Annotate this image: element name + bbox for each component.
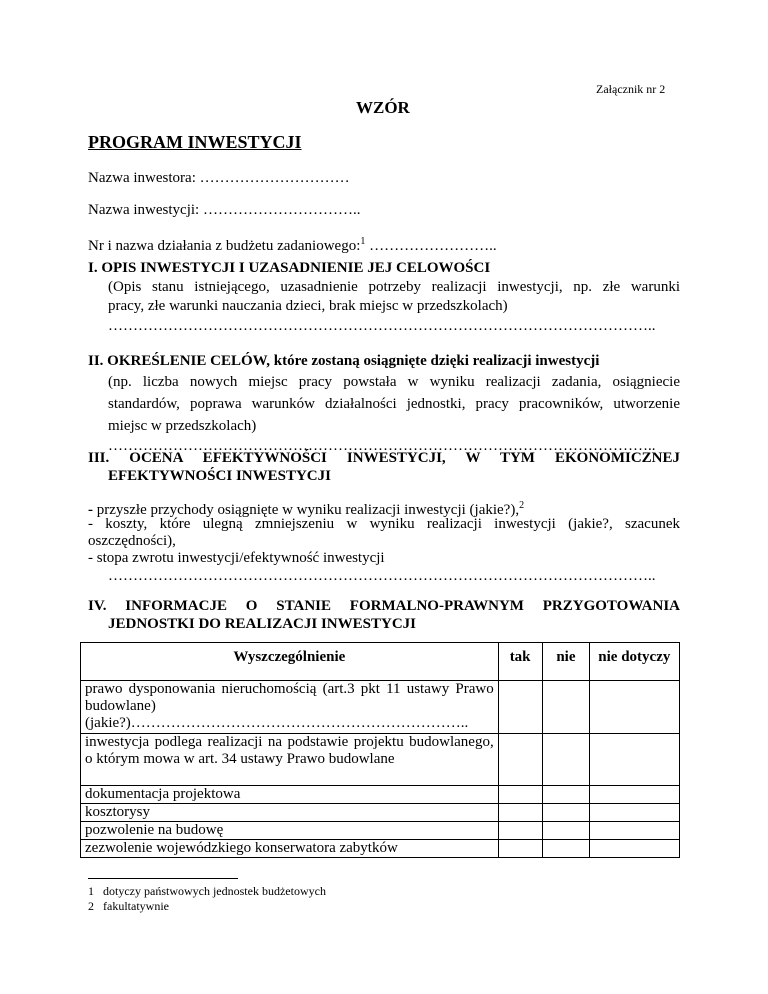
table-row <box>81 840 680 858</box>
section-1-body-line-2: pracy, złe warunki nauczania dzieci, brak miejsc w przedszkolach) <box>108 298 508 314</box>
section-4-heading-line-2: JEDNOSTKI DO REALIZACJI INWESTYCJI <box>108 616 416 632</box>
table-header-row <box>81 643 680 681</box>
cell-no[interactable] <box>542 840 590 858</box>
template-label: WZÓR <box>356 98 410 117</box>
footnote-2 <box>88 899 169 913</box>
field-budget-action-label: Nr i nazwa działania z budżetu zadaniowego: <box>88 238 361 254</box>
section-1-dots: ……………………………………………………………………………………………….. <box>108 318 656 334</box>
cell-no[interactable] <box>542 786 590 804</box>
row-item-text: pozwolenie na budowę <box>81 822 499 840</box>
table-row <box>81 822 680 840</box>
section-3-bullet-2-line-2: oszczędności), <box>88 533 176 549</box>
cell-no[interactable] <box>542 822 590 840</box>
annex-label: Załącznik nr 2 <box>596 82 666 96</box>
cell-not-applicable[interactable] <box>590 804 680 822</box>
section-4-heading-line-1: IV. INFORMACJE O STANIE FORMALNO-PRAWNYM PRZYGOTOWANIA <box>88 598 680 614</box>
row-item-text: zezwolenie wojewódzkiego konserwatora zabytków <box>81 840 499 858</box>
section-3-bullet-2-line-1: - koszty, które ulegną zmniejszeniu w wyniku realizacji inwestycji (jakie?, szacunek <box>88 516 680 532</box>
footnote-ref-2: 2 <box>519 500 525 511</box>
row-item-text: prawo dysponowania nieruchomością (art.3 pkt 11 ustawy Prawo budowlane) (jakie?)………………………………………………………….. <box>81 681 499 734</box>
section-2-body-line-2: standardów, poprawa warunków działalności jednostki, pracy pracowników, utworzenie <box>108 396 680 412</box>
section-2-body-line-1: (np. liczba nowych miejsc pracy powstała w wyniku realizacji zadania, osiągniecie <box>108 374 680 390</box>
section-3-heading-line-1: III. OCENA EFEKTYWNOŚCI INWESTYCJI, W TYM EKONOMICZNEJ <box>88 450 680 466</box>
cell-yes[interactable] <box>498 681 542 734</box>
cell-not-applicable[interactable] <box>590 734 680 786</box>
table-row <box>81 734 680 786</box>
col-header-yes: tak <box>498 643 542 681</box>
footnote-1-text: dotyczy państwowych jednostek budżetowych <box>103 884 326 898</box>
formal-legal-table <box>80 642 680 858</box>
footnote-ref-1: 1 <box>360 236 366 247</box>
section-2-body-line-3: miejsc w przedszkolach) <box>108 418 257 434</box>
field-budget-action <box>88 232 497 256</box>
col-header-no: nie <box>542 643 590 681</box>
footnote-1 <box>88 884 326 898</box>
cell-yes[interactable] <box>498 804 542 822</box>
cell-no[interactable] <box>542 804 590 822</box>
section-2-dots: ……………………………………………………………………………………………….. <box>108 438 656 454</box>
field-investor-label: Nazwa inwestora: <box>88 170 196 186</box>
table-row <box>81 681 680 734</box>
col-header-not-applicable: nie dotyczy <box>590 643 680 681</box>
footnote-2-number: 2 <box>88 899 94 913</box>
table-row <box>81 804 680 822</box>
cell-not-applicable[interactable] <box>590 681 680 734</box>
field-investor <box>88 168 350 188</box>
field-investor-dots: ………………………… <box>199 170 350 186</box>
footnote-separator <box>88 878 238 879</box>
field-investment-label: Nazwa inwestycji: <box>88 202 200 218</box>
footnote-1-number: 1 <box>88 884 94 898</box>
section-3-bullet-3: - stopa zwrotu inwestycji/efektywność inwestycji <box>88 550 385 566</box>
cell-yes[interactable] <box>498 822 542 840</box>
row-item-text: dokumentacja projektowa <box>81 786 499 804</box>
field-investment-dots: ………………………….. <box>202 202 361 218</box>
table-row <box>81 786 680 804</box>
cell-no[interactable] <box>542 681 590 734</box>
page-title: PROGRAM INWESTYCJI <box>88 132 302 152</box>
section-1-body-line-1: (Opis stanu istniejącego, uzasadnienie potrzeby realizacji inwestycji, np. złe warunki <box>108 279 680 295</box>
cell-yes[interactable] <box>498 734 542 786</box>
field-budget-action-dots: …………………….. <box>369 238 497 254</box>
cell-no[interactable] <box>542 734 590 786</box>
cell-yes[interactable] <box>498 786 542 804</box>
col-header-item: Wyszczególnienie <box>81 643 499 681</box>
section-3-heading-line-2: EFEKTYWNOŚCI INWESTYCJI <box>108 468 331 484</box>
section-3-bullet-1-text: przyszłe przychody osiągnięte w wyniku realizacji inwestycji (jakie?), <box>93 502 520 518</box>
row-item-text: inwestycja podlega realizacji na podstawie projektu budowlanego, o którym mowa w art. 34 ustawy Prawo budowlane <box>81 734 499 786</box>
section-2-heading: II. OKREŚLENIE CELÓW, które zostaną osiągnięte dzięki realizacji inwestycji <box>88 353 600 369</box>
footnote-2-text: fakultatywnie <box>103 899 169 913</box>
cell-not-applicable[interactable] <box>590 822 680 840</box>
field-investment <box>88 200 360 220</box>
cell-not-applicable[interactable] <box>590 840 680 858</box>
section-3-dots: ……………………………………………………………………………………………….. <box>108 568 656 584</box>
section-3-bullet-1-dash: - <box>88 502 93 518</box>
row-item-text: kosztorysy <box>81 804 499 822</box>
section-1-heading: I. OPIS INWESTYCJI I UZASADNIENIE JEJ CELOWOŚCI <box>88 260 491 276</box>
cell-yes[interactable] <box>498 840 542 858</box>
cell-not-applicable[interactable] <box>590 786 680 804</box>
